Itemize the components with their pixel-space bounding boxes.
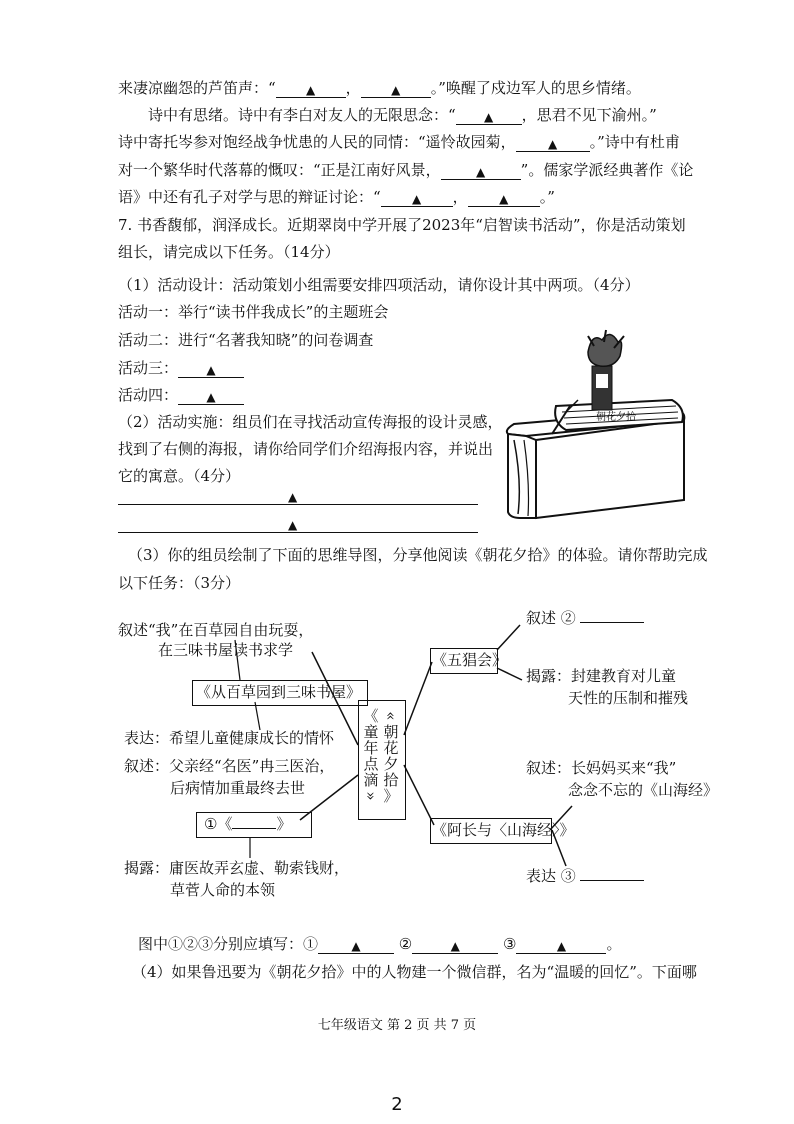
text: ③ bbox=[503, 935, 517, 953]
right-narration-2b: 念念不忘的《山海经》 bbox=[568, 781, 719, 799]
triangle-marker: ▲ bbox=[351, 939, 361, 953]
left-title: 《从百草园到三味书屋》 bbox=[196, 683, 362, 701]
char: 童 bbox=[363, 723, 379, 741]
q7-part2-line2: 找到了右侧的海报，请你给同学们介绍海报内容，并说出 bbox=[118, 440, 494, 458]
left-reveal-1: 揭露：庸医故弄玄虚、勒索钱财， bbox=[124, 859, 350, 877]
answer-blank-3[interactable] bbox=[516, 935, 606, 954]
triangle-marker: ▲ bbox=[450, 939, 460, 953]
right-title-2: 《阿长与〈山海经〉》 bbox=[432, 821, 575, 839]
left-narration-2: 在三味书屋读书求学 bbox=[158, 641, 294, 659]
text: 活动三： bbox=[118, 359, 179, 377]
left-blank bbox=[204, 814, 291, 834]
text: 活动四： bbox=[118, 386, 179, 404]
answer-blank-2[interactable] bbox=[412, 935, 498, 954]
text: 诗中有思绪。诗中有李白对友人的无限思念：“ bbox=[148, 106, 456, 124]
char: 《 bbox=[363, 707, 379, 725]
char: 夕 bbox=[383, 755, 399, 773]
q7-part1: （1）活动设计：活动策划小组需要安排四项活动，请你设计其中两项。（4分） bbox=[118, 276, 640, 294]
text: ， bbox=[452, 188, 468, 206]
triangle-marker: ▲ bbox=[288, 490, 298, 504]
triangle-marker: ▲ bbox=[206, 363, 216, 377]
text: ② bbox=[398, 935, 413, 953]
text: 对一个繁华时代落幕的慨叹：“正是江南好风景， bbox=[118, 161, 441, 179]
triangle-marker: ▲ bbox=[548, 137, 558, 151]
text: ①《 bbox=[204, 815, 233, 833]
poster-book-label: 朝花夕拾 bbox=[596, 412, 636, 423]
q7-part4: （4）如果鲁迅要为《朝花夕拾》中的人物建一个微信群，名为“温暖的回忆”。下面哪 bbox=[132, 963, 697, 981]
left-narration-1: 叙述“我”在百草园自由玩耍， bbox=[118, 621, 314, 639]
fill-line bbox=[138, 934, 622, 954]
right-narration-2a: 叙述：长妈妈买来“我” bbox=[526, 759, 677, 777]
text: 图中①②③分别应填写：① bbox=[138, 935, 319, 953]
char: 》 bbox=[383, 787, 399, 805]
q7-task: 组长，请完成以下任务。（14分） bbox=[118, 243, 340, 261]
right-reveal-1: 揭露：封建教育对儿童 bbox=[526, 667, 677, 685]
triangle-marker: ▲ bbox=[556, 939, 567, 953]
activity-2: 活动二：进行“名著我知晓”的问卷调查 bbox=[118, 331, 374, 349]
triangle-marker: ▲ bbox=[484, 110, 494, 124]
char: 拾 bbox=[383, 771, 399, 789]
page-number: 2 bbox=[391, 1094, 403, 1115]
char: 花 bbox=[383, 739, 399, 757]
triangle-marker: ▲ bbox=[499, 192, 509, 206]
left-narration-3: 叙述：父亲经“名医”冉三医治， bbox=[124, 757, 335, 775]
text: 。 bbox=[606, 935, 622, 953]
page-footer: 七年级语文 第 2 页 共 7 页 bbox=[317, 1018, 477, 1033]
q7-part2-line1: （2）活动实施：组员们在寻找活动宣传海报的设计灵感， bbox=[118, 413, 503, 431]
triangle-marker: ▲ bbox=[288, 518, 298, 532]
text: 语》中还有孔子对学与思的辩证讨论：“ bbox=[118, 188, 381, 206]
triangle-marker: ▲ bbox=[476, 165, 486, 179]
text: 。” bbox=[539, 188, 555, 206]
left-express: 表达：希望儿童健康成长的情怀 bbox=[124, 729, 335, 747]
text: 诗中寄托岑参对饱经战争忧患的人民的同情：“遥怜故园菊， bbox=[118, 133, 516, 151]
char: 点 bbox=[363, 755, 379, 773]
triangle-marker: ▲ bbox=[306, 83, 316, 97]
left-reveal-2: 草菅人命的本领 bbox=[170, 881, 276, 899]
right-reveal-2: 天性的压制和摧残 bbox=[568, 689, 689, 707]
right-title-1: 《五猖会》 bbox=[432, 651, 508, 669]
text: 。”唤醒了戍边军人的思乡情绪。 bbox=[430, 79, 641, 97]
right-narration bbox=[526, 608, 644, 628]
q7-part2-line3: 它的寓意。（4分） bbox=[118, 467, 241, 485]
char: 朝 bbox=[383, 723, 399, 741]
answer-blank-1[interactable] bbox=[318, 935, 394, 954]
q7-part3-line2: 以下任务：（3分） bbox=[118, 574, 241, 592]
text: 》 bbox=[276, 815, 292, 833]
text: 来凄凉幽怨的芦笛声：“ bbox=[118, 79, 276, 97]
left-narration-4: 后病情加重最终去世 bbox=[170, 779, 306, 797]
q7-intro: 7. 书香馥郁，润泽成长。近期翠岗中学开展了2023年“启智读书活动”，你是活动策划 bbox=[118, 216, 686, 234]
triangle-marker: ▲ bbox=[412, 192, 422, 206]
q7-part3-line1: （3）你的组员绘制了下面的思维导图，分享他阅读《朝花夕拾》的体验。请你帮助完成 bbox=[128, 546, 708, 564]
activity-1: 活动一：举行“读书伴我成长”的主题班会 bbox=[118, 303, 389, 321]
text: 。”诗中有杜甫 bbox=[589, 133, 680, 151]
char: 滴 bbox=[363, 771, 379, 789]
text: 表达 ③ bbox=[526, 867, 576, 885]
char: 年 bbox=[363, 739, 379, 757]
text: ， bbox=[345, 79, 361, 97]
right-express bbox=[526, 866, 644, 886]
triangle-marker: ▲ bbox=[206, 390, 216, 404]
triangle-marker: ▲ bbox=[391, 83, 401, 97]
text: 叙述 ② bbox=[526, 609, 576, 627]
text: ”。儒家学派经典著作《论 bbox=[520, 161, 694, 179]
text: ，思君不见下渝州。” bbox=[521, 106, 657, 124]
